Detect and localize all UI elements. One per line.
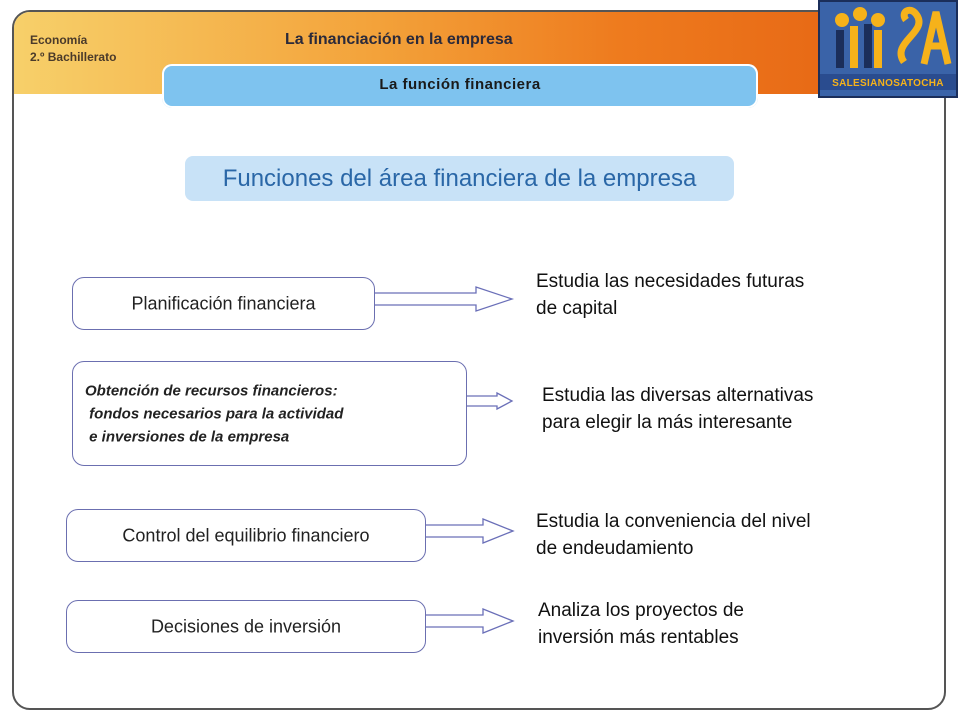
function-box-funding xyxy=(72,361,467,466)
arrow-4 xyxy=(425,609,513,633)
function-description xyxy=(542,382,813,436)
function-label: Decisiones de inversión xyxy=(150,616,342,636)
function-label: Control del equilibrio financiero xyxy=(122,525,370,545)
description-line: inversión más rentables xyxy=(538,627,739,648)
subtitle-text: La función financiera xyxy=(379,76,541,93)
description-line: Analiza los proyectos de xyxy=(538,600,744,621)
label-line: Obtención de recursos financieros: xyxy=(85,382,338,399)
function-label: Planificación financiera xyxy=(131,293,316,313)
arrow-2 xyxy=(466,393,512,409)
function-box-control xyxy=(66,509,426,562)
function-description xyxy=(538,597,744,651)
arrow-1 xyxy=(374,287,512,311)
label-line: fondos necesarios para la actividad xyxy=(85,405,344,422)
arrow-3 xyxy=(425,519,513,543)
description-line: de capital xyxy=(536,298,618,319)
description-line: Estudia las diversas alternativas xyxy=(542,385,814,406)
description-line: para elegir la más interesante xyxy=(542,412,793,433)
function-description xyxy=(536,268,804,322)
label-line: e inversiones de la empresa xyxy=(85,428,290,445)
function-label xyxy=(85,379,466,448)
description-line: Estudia las necesidades futuras xyxy=(536,271,805,292)
course-subject: Economía xyxy=(30,33,88,47)
description-line: Estudia la conveniencia del nivel xyxy=(536,511,811,532)
function-box-planning xyxy=(72,277,375,330)
section-title: Funciones del área financiera de la empresa xyxy=(185,156,734,201)
logo-text: SALESIANOSATOCHA xyxy=(832,78,944,89)
slide-main-title: La financiación en la empresa xyxy=(285,31,513,48)
course-level: 2.º Bachillerato xyxy=(30,50,117,64)
description-line: de endeudamiento xyxy=(536,538,694,559)
function-box-investment xyxy=(66,600,426,653)
function-description xyxy=(536,508,811,562)
